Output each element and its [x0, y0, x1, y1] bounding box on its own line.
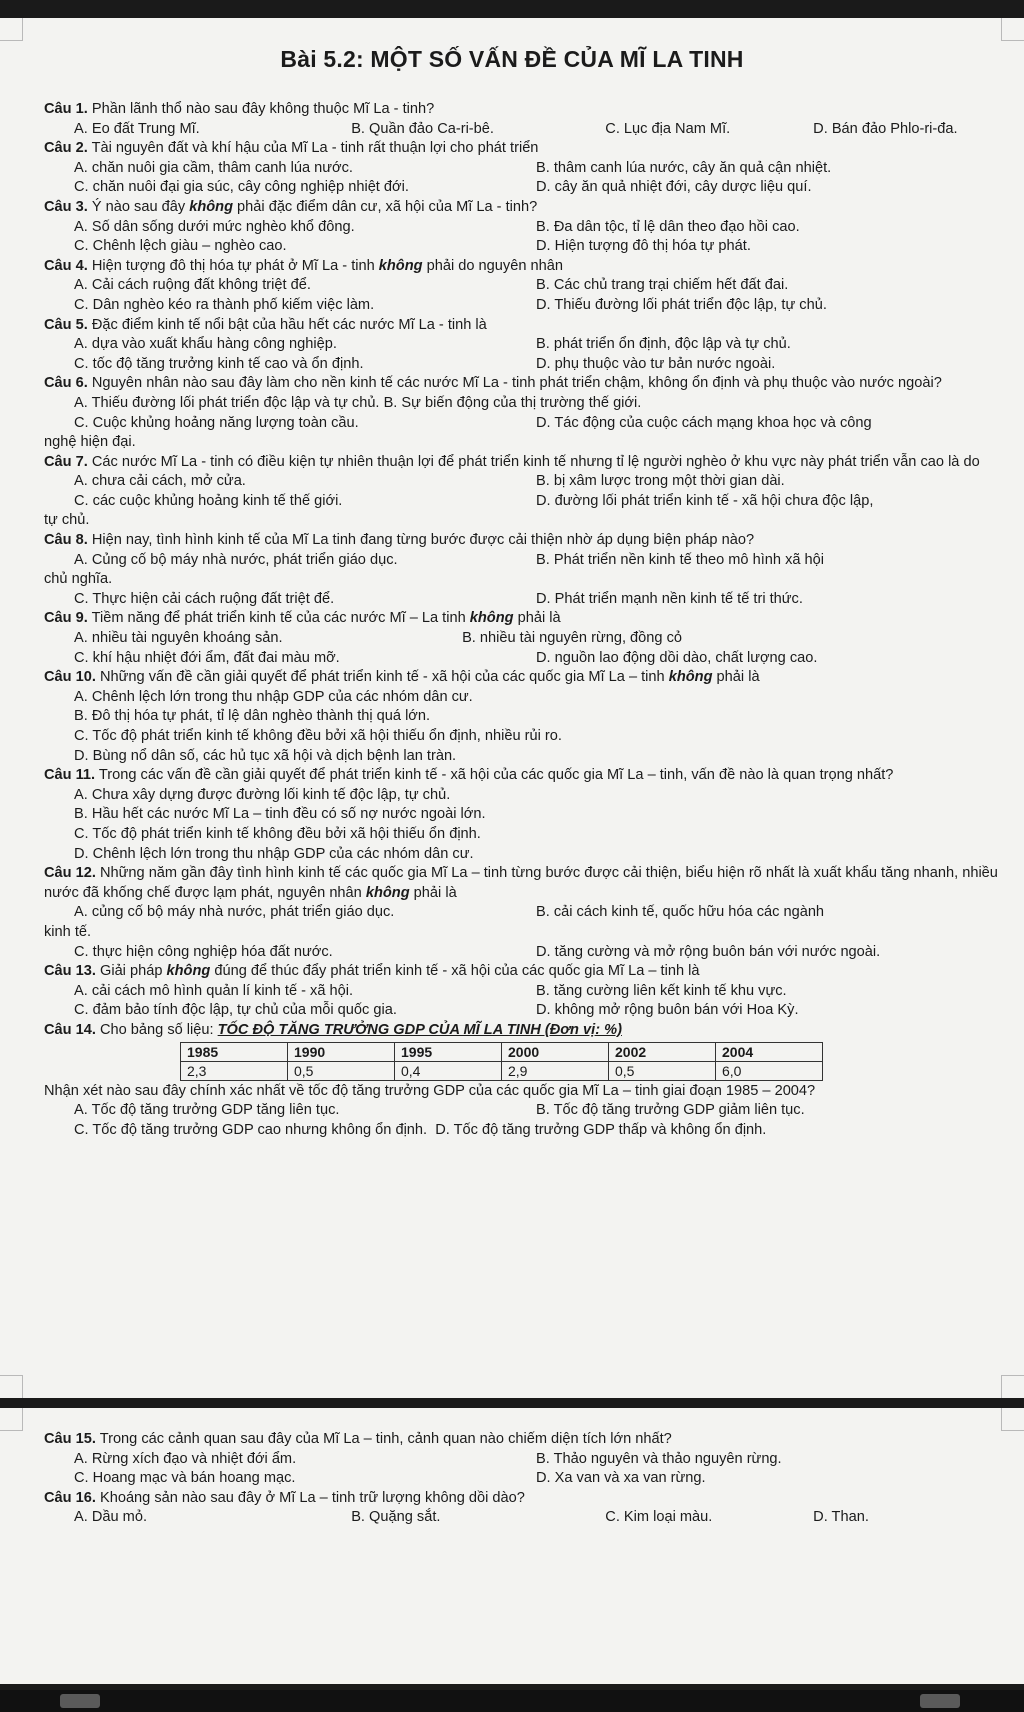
table-header-row — [181, 1042, 823, 1061]
question-9 — [44, 609, 998, 668]
question-text: Những vấn đề cần giải quyết để phát triển kinh tế - xã hội của các quốc gia Mĩ La – tinh — [95, 669, 669, 686]
table-cell: 2,9 — [502, 1061, 609, 1080]
question-3 — [44, 198, 998, 257]
table-cell: 6,0 — [716, 1061, 823, 1080]
question-label: Câu 15. — [44, 1431, 96, 1447]
document-page-2 — [0, 1408, 1024, 1684]
option-a: A. chăn nuôi gia cầm, thâm canh lúa nước. — [74, 159, 353, 176]
question-15 — [44, 1430, 998, 1489]
option-b-continuation: chủ nghĩa. — [44, 571, 113, 588]
option-c: C. Kim loại màu. — [605, 1509, 713, 1526]
question-text: phải là — [409, 884, 457, 901]
question-label: Câu 7. — [44, 453, 88, 470]
option-d: D. Hiện tượng đô thị hóa tự phát. — [536, 238, 751, 255]
question-text: Tiềm năng để phát triển kinh tế của các nước Mĩ – La tinh — [87, 610, 470, 627]
question-text: Khoáng sản nào sau đây ở Mĩ La – tinh trữ lượng không dồi dào? — [95, 1489, 525, 1506]
question-text: Đặc điểm kinh tế nổi bật của hầu hết các nước Mĩ La - tinh là — [87, 316, 487, 333]
option-a: A. Eo đất Trung Mĩ. — [74, 120, 200, 137]
question-prompt: Nhận xét nào sau đây chính xác nhất về tốc độ tăng trưởng GDP của các quốc gia Mĩ La – tinh giai đoạn 1985 – 2004? — [44, 1082, 816, 1099]
option-c: C. Tốc độ phát triển kinh tế không đều bởi xã hội thiếu ổn định, nhiều rủi ro. — [74, 728, 562, 744]
option-d-continuation: tự chủ. — [44, 512, 90, 529]
question-5 — [44, 316, 998, 375]
option-b: B. Quần đảo Ca-ri-bê. — [351, 120, 494, 137]
option-b-continuation: kinh tế. — [44, 923, 92, 940]
option-b: B. Đa dân tộc, tỉ lệ dân theo đạo hồi cao. — [536, 218, 800, 235]
option-c: C. chăn nuôi đại gia súc, cây công nghiệp nhiệt đới. — [74, 179, 409, 196]
option-c: C. Tốc độ phát triển kinh tế không đều bởi xã hội thiếu ổn định. — [74, 825, 481, 842]
option-c: C. các cuộc khủng hoảng kinh tế thế giới. — [74, 492, 343, 509]
option-a: A. nhiều tài nguyên khoáng sản. — [74, 630, 283, 647]
question-16 — [44, 1489, 998, 1528]
option-c: C. Hoang mạc và bán hoang mạc. — [74, 1470, 296, 1487]
page-corner-mark — [1001, 1375, 1024, 1398]
option-b: B. phát triển ổn định, độc lập và tự chủ. — [536, 336, 791, 353]
question-1 — [44, 100, 998, 139]
table-cell: 0,5 — [288, 1061, 395, 1080]
option-d: D. Chênh lệch lớn trong thu nhập GDP của các nhóm dân cư. — [74, 845, 474, 862]
page-corner-mark — [1001, 18, 1024, 41]
option-b: B. cải cách kinh tế, quốc hữu hóa các ngành — [536, 904, 825, 921]
question-text: phải do nguyên nhân — [422, 257, 563, 274]
question-label: Câu 9. — [44, 610, 88, 627]
option-d: D. Bán đảo Phlo-ri-đa. — [813, 120, 958, 137]
option-d: D. Tác động của cuộc cách mạng khoa học và công — [536, 414, 872, 431]
option-c: C. thực hiện công nghiệp hóa đất nước. — [74, 943, 333, 960]
question-label: Câu 13. — [44, 963, 96, 980]
question-4 — [44, 257, 998, 316]
question-14 — [44, 1021, 998, 1140]
option-d: D. Xa van và xa van rừng. — [536, 1470, 706, 1487]
question-text: Trong các vấn đề cần giải quyết để phát triển kinh tế - xã hội của các quốc gia Mĩ La – tinh, vấn đề nào là quan trọng nhất? — [95, 767, 894, 784]
option-b: B. bị xâm lược trong một thời gian dài. — [536, 473, 785, 490]
question-list-continued — [44, 1430, 998, 1528]
option-c: C. Lục địa Nam Mĩ. — [605, 120, 731, 137]
option-d: D. phụ thuộc vào tư bản nước ngoài. — [536, 355, 776, 372]
question-label: Câu 2. — [44, 140, 88, 157]
option-b: B. Tốc độ tăng trưởng GDP giảm liên tục. — [536, 1102, 805, 1119]
document-page-1 — [0, 18, 1024, 1398]
question-12 — [44, 864, 998, 962]
question-text: Hiện nay, tình hình kinh tế của Mĩ La tinh đang từng bước được cải thiện nhờ áp dụng biện pháp nào? — [87, 532, 755, 549]
option-b: B. Đô thị hóa tự phát, tỉ lệ dân nghèo thành thị quá lớn. — [74, 708, 431, 725]
option-d: D. Than. — [813, 1509, 869, 1526]
option-d: D. đường lối phát triển kinh tế - xã hội chưa độc lập, — [536, 492, 874, 509]
question-emphasis: không — [166, 963, 211, 980]
option-c: C. tốc độ tăng trưởng kinh tế cao và ổn định. — [74, 355, 364, 372]
question-label: Câu 12. — [44, 865, 96, 882]
table-header-cell: 2000 — [502, 1042, 609, 1061]
option-d: D. không mở rộng buôn bán với Hoa Kỳ. — [536, 1002, 799, 1019]
option-c: C. Cuộc khủng hoảng năng lượng toàn cầu. — [74, 414, 359, 431]
option-d: D. Bùng nổ dân số, các hủ tục xã hội và dịch bệnh lan tràn. — [74, 747, 457, 764]
question-text: Nguyên nhân nào sau đây làm cho nền kinh tế các nước Mĩ La - tinh phát triển chậm, không ổn định và phụ thuộc vào nước ngoài? — [87, 375, 942, 392]
question-label: Câu 1. — [44, 101, 88, 117]
option-a: A. Củng cố bộ máy nhà nước, phát triển giáo dục. — [74, 551, 398, 568]
option-b: B. nhiều tài nguyên rừng, đồng cỏ — [462, 630, 682, 647]
option-b: B. Hầu hết các nước Mĩ La – tinh đều có số nợ nước ngoài lớn. — [74, 806, 486, 823]
option-d: D. Thiếu đường lối phát triển độc lập, tự chủ. — [536, 296, 827, 313]
gdp-growth-table — [180, 1042, 823, 1081]
option-b: B. Sự biến động của thị trường thế giới. — [383, 394, 642, 411]
question-label: Câu 11. — [44, 767, 96, 784]
question-emphasis: không — [378, 257, 423, 274]
question-11 — [44, 766, 998, 864]
option-d: D. cây ăn quả nhiệt đới, cây dược liệu quí. — [536, 179, 812, 196]
question-label: Câu 5. — [44, 316, 88, 333]
nav-indicator — [920, 1694, 960, 1708]
table-header-cell: 1995 — [395, 1042, 502, 1061]
option-b: B. Thảo nguyên và thảo nguyên rừng. — [536, 1450, 782, 1467]
option-a: A. chưa cải cách, mở cửa. — [74, 473, 246, 490]
question-emphasis: không — [469, 610, 514, 627]
table-header-cell: 1985 — [181, 1042, 288, 1061]
option-c: C. Dân nghèo kéo ra thành phố kiếm việc làm. — [74, 296, 375, 313]
question-emphasis: không — [365, 884, 410, 901]
page-title: Bài 5.2: MỘT SỐ VẤN ĐỀ CỦA MĨ LA TINH — [280, 46, 744, 72]
question-label: Câu 10. — [44, 669, 96, 686]
question-6 — [44, 374, 998, 452]
question-text: Cho bảng số liệu: — [95, 1021, 218, 1038]
option-b: B. Các chủ trang trại chiếm hết đất đai. — [536, 277, 789, 294]
option-b: B. thâm canh lúa nước, cây ăn quả cận nhiệt. — [536, 159, 832, 176]
question-10 — [44, 668, 998, 766]
question-list — [44, 100, 998, 1140]
option-a: A. Dầu mỏ. — [74, 1509, 147, 1526]
question-text: Những năm gần đây tình hình kinh tế các quốc gia Mĩ La – tinh từng bước được cải thiện, biểu hiện rõ nhất là xuất khẩu tăng nhanh, nhiều nước đã khống chế được lạm phát, nguyên nhân — [44, 865, 998, 901]
question-label: Câu 4. — [44, 257, 88, 274]
question-7 — [44, 453, 998, 531]
option-b: B. Quặng sắt. — [351, 1509, 441, 1526]
question-2 — [44, 139, 998, 198]
page-corner-mark — [0, 18, 23, 41]
option-d: D. tăng cường và mở rộng buôn bán với nước ngoài. — [536, 943, 881, 960]
table-title: TỐC ĐỘ TĂNG TRƯỞNG GDP CỦA MĨ LA TINH (Đơn vị: %) — [217, 1021, 622, 1038]
option-d-continuation: nghệ hiện đại. — [44, 434, 136, 451]
question-text: Ý nào sau đây — [87, 198, 190, 215]
table-cell: 0,4 — [395, 1061, 502, 1080]
option-a: A. dựa vào xuất khẩu hàng công nghiệp. — [74, 336, 337, 353]
option-a: A. Chưa xây dựng được đường lối kinh tế độc lập, tự chủ. — [74, 786, 451, 803]
page-corner-mark — [0, 1408, 23, 1431]
table-header-cell: 2002 — [609, 1042, 716, 1061]
option-a: A. Tốc độ tăng trưởng GDP tăng liên tục. — [74, 1102, 340, 1119]
option-b: B. Phát triển nền kinh tế theo mô hình xã hội — [536, 551, 825, 568]
question-emphasis: không — [189, 198, 233, 215]
option-d: D. Tốc độ tăng trưởng GDP thấp và không ổn định. — [435, 1121, 767, 1138]
question-label: Câu 16. — [44, 1489, 96, 1506]
table-header-cell: 2004 — [716, 1042, 823, 1061]
question-text: Trong các cảnh quan sau đây của Mĩ La – tinh, cảnh quan nào chiếm diện tích lớn nhất? — [95, 1431, 672, 1447]
table-cell: 0,5 — [609, 1061, 716, 1080]
option-d: D. nguồn lao động dồi dào, chất lượng cao. — [536, 649, 818, 666]
question-emphasis: không — [668, 669, 713, 686]
option-c: C. Thực hiện cải cách ruộng đất triệt để. — [74, 590, 335, 607]
option-b: B. tăng cường liên kết kinh tế khu vực. — [536, 982, 787, 999]
table-row — [181, 1061, 823, 1080]
question-text: Phần lãnh thổ nào sau đây không thuộc Mĩ La - tinh? — [87, 101, 435, 117]
option-a: A. củng cố bộ máy nhà nước, phát triển giáo dục. — [74, 904, 395, 921]
question-text: Tài nguyên đất và khí hậu của Mĩ La - tinh rất thuận lợi cho phát triển — [87, 140, 539, 157]
question-text: Các nước Mĩ La - tinh có điều kiện tự nhiên thuận lợi để phát triển kinh tế nhưng tỉ lệ người nghèo ở khu vực này phát triển vẫn cao là do — [87, 453, 980, 470]
option-a: A. Chênh lệch lớn trong thu nhập GDP của các nhóm dân cư. — [74, 688, 473, 705]
nav-indicator — [60, 1694, 100, 1708]
question-text: phải là — [513, 610, 561, 627]
question-text: phải là — [712, 669, 760, 686]
question-label: Câu 6. — [44, 375, 88, 392]
page-corner-mark — [0, 1375, 23, 1398]
option-a: A. Thiếu đường lối phát triển độc lập và tự chủ. — [74, 394, 380, 411]
bottom-bar — [0, 1690, 1024, 1712]
option-c: C. Tốc độ tăng trưởng GDP cao nhưng không ổn định. — [74, 1121, 428, 1138]
question-label: Câu 8. — [44, 532, 88, 549]
option-a: A. Số dân sống dưới mức nghèo khổ đông. — [74, 218, 355, 235]
question-label: Câu 3. — [44, 198, 88, 215]
option-c: C. khí hậu nhiệt đới ẩm, đất đai màu mỡ. — [74, 649, 340, 666]
question-label: Câu 14. — [44, 1021, 96, 1038]
question-text: phải đặc điểm dân cư, xã hội của Mĩ La - tinh? — [233, 198, 538, 215]
table-header-cell: 1990 — [288, 1042, 395, 1061]
question-text: Giải pháp — [95, 963, 167, 980]
option-a: A. Cải cách ruộng đất không triệt để. — [74, 277, 311, 294]
option-c: C. Chênh lệch giàu – nghèo cao. — [74, 238, 287, 255]
question-text: đúng để thúc đẩy phát triển kinh tế - xã hội của các quốc gia Mĩ La – tinh là — [210, 963, 700, 980]
question-8 — [44, 531, 998, 609]
question-text: Hiện tượng đô thị hóa tự phát ở Mĩ La - tinh — [87, 257, 379, 274]
option-a: A. Rừng xích đạo và nhiệt đới ẩm. — [74, 1450, 297, 1467]
page-corner-mark — [1001, 1408, 1024, 1431]
question-13 — [44, 962, 998, 1021]
option-a: A. cải cách mô hình quản lí kinh tế - xã hội. — [74, 982, 354, 999]
option-d: D. Phát triển mạnh nền kinh tế tế tri thức. — [536, 590, 803, 607]
table-cell: 2,3 — [181, 1061, 288, 1080]
option-c: C. đảm bảo tính độc lập, tự chủ của mỗi quốc gia. — [74, 1002, 397, 1019]
